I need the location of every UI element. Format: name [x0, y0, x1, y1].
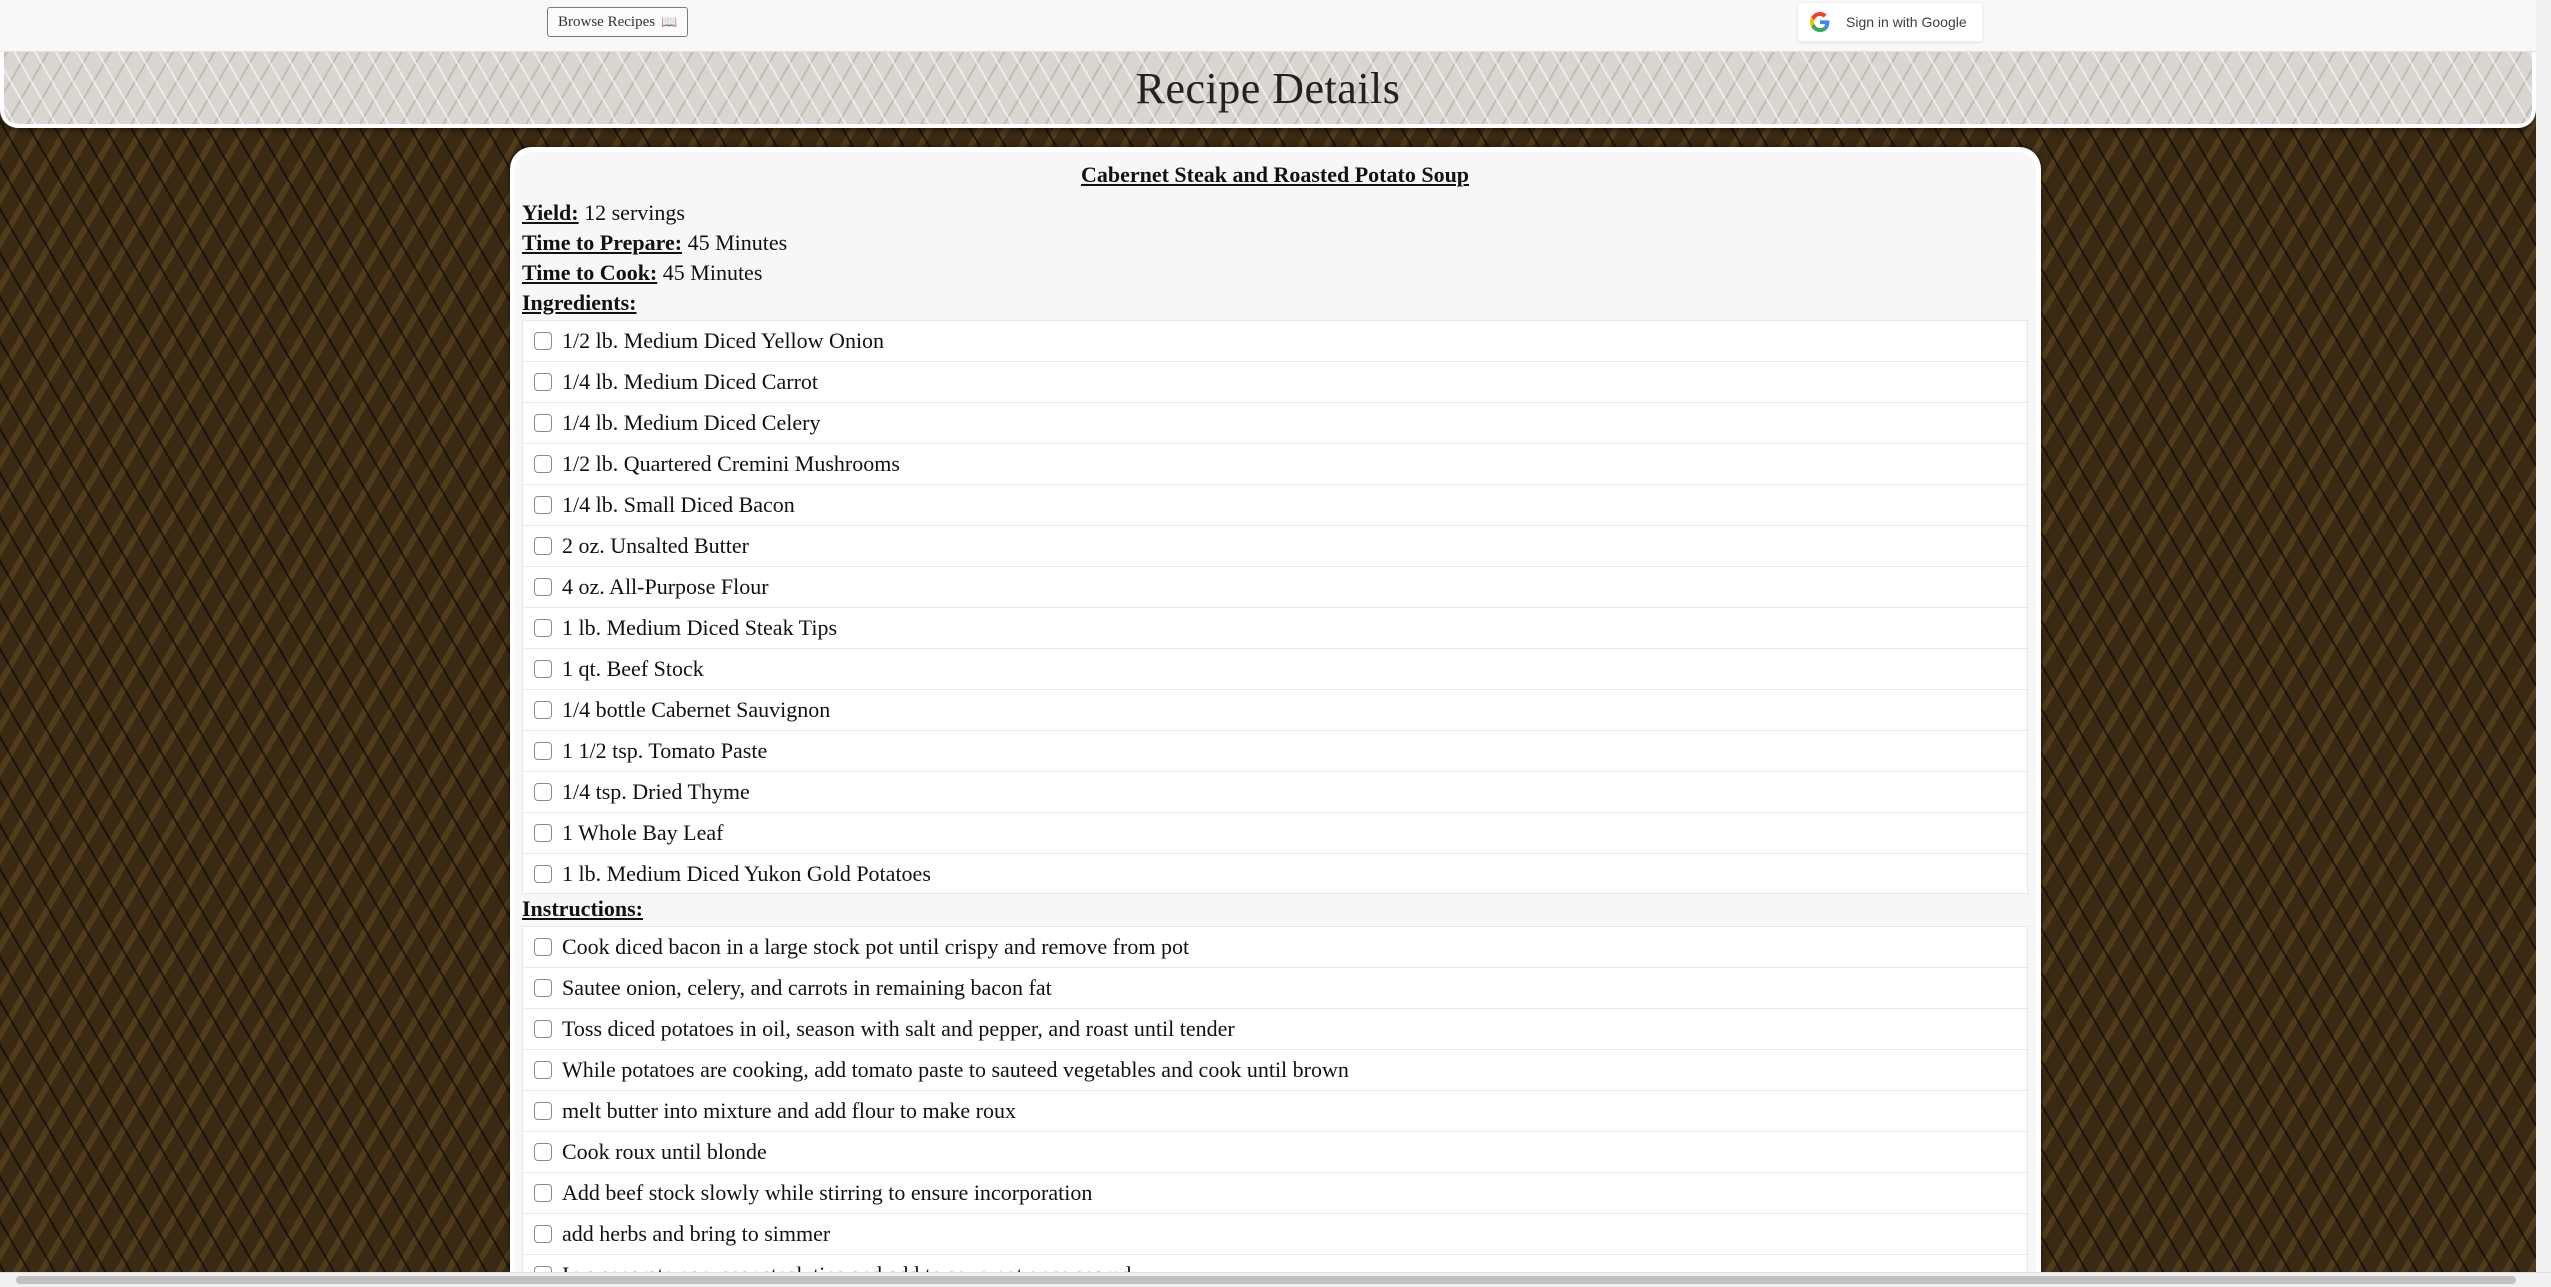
ingredient-item — [522, 484, 2028, 525]
ingredient-item-checkbox[interactable] — [534, 373, 552, 391]
browse-recipes-button[interactable] — [547, 7, 688, 37]
ingredient-item — [522, 771, 2028, 812]
ingredient-item-checkbox[interactable] — [534, 332, 552, 350]
prep-time-value: 45 Minutes — [687, 230, 788, 255]
ingredient-item — [522, 607, 2028, 648]
yield-value: 12 servings — [584, 200, 685, 225]
instruction-item-text: Add beef stock slowly while stirring to ensure incorporation — [562, 1180, 1093, 1205]
ingredients-heading: Ingredients: — [522, 290, 637, 315]
ingredient-item — [522, 320, 2028, 361]
ingredient-item-checkbox[interactable] — [534, 414, 552, 432]
ingredient-item-text: 1/4 tsp. Dried Thyme — [562, 779, 750, 804]
prep-time-line — [522, 228, 2028, 258]
ingredient-item-text: 1/4 bottle Cabernet Sauvignon — [562, 697, 831, 722]
instruction-item-checkbox[interactable] — [534, 1102, 552, 1120]
instructions-heading: Instructions: — [522, 896, 644, 921]
ingredient-item — [522, 525, 2028, 566]
vertical-scrollbar[interactable] — [2536, 0, 2551, 1272]
prep-time-label: Time to Prepare: — [522, 230, 683, 255]
instruction-item-text: While potatoes are cooking, add tomato paste to sauteed vegetables and cook until brown — [562, 1057, 1349, 1082]
ingredient-item-checkbox[interactable] — [534, 660, 552, 678]
ingredient-item-text: 1/4 lb. Small Diced Bacon — [562, 492, 795, 517]
yield-line — [522, 198, 2028, 228]
instruction-item-checkbox[interactable] — [534, 1143, 552, 1161]
header-banner — [0, 52, 2536, 128]
ingredient-item-text: 1 Whole Bay Leaf — [562, 820, 724, 845]
ingredient-item — [522, 853, 2028, 894]
ingredient-item-checkbox[interactable] — [534, 701, 552, 719]
horizontal-scrollbar[interactable] — [0, 1272, 2551, 1287]
instruction-item — [522, 1213, 2028, 1254]
instruction-item-text: Cook roux until blonde — [562, 1139, 767, 1164]
instruction-item-text: Cook diced bacon in a large stock pot until crispy and remove from pot — [562, 934, 1190, 959]
ingredient-item-checkbox[interactable] — [534, 824, 552, 842]
ingredient-item-checkbox[interactable] — [534, 865, 552, 883]
ingredient-item-text: 1 qt. Beef Stock — [562, 656, 704, 681]
ingredient-item — [522, 812, 2028, 853]
instruction-item-checkbox[interactable] — [534, 938, 552, 956]
google-sign-in-label: Sign in with Google — [1846, 14, 1967, 30]
instruction-item-text: Toss diced potatoes in oil, season with salt and pepper, and roast until tender — [562, 1016, 1235, 1041]
ingredient-item-text: 1 lb. Medium Diced Steak Tips — [562, 615, 838, 640]
google-sign-in-button[interactable] — [1797, 2, 1983, 42]
yield-label: Yield: — [522, 200, 579, 225]
browse-recipes-label: Browse Recipes — [558, 13, 656, 30]
instruction-item-text: Sautee onion, celery, and carrots in remaining bacon fat — [562, 975, 1052, 1000]
instruction-item — [522, 1131, 2028, 1172]
ingredient-item-checkbox[interactable] — [534, 496, 552, 514]
top-navigation-bar — [0, 0, 2536, 52]
instruction-item — [522, 926, 2028, 967]
instruction-item — [522, 1090, 2028, 1131]
instruction-item-text: melt butter into mixture and add flour to make roux — [562, 1098, 1016, 1123]
ingredient-item — [522, 361, 2028, 402]
ingredient-item-text: 1/4 lb. Medium Diced Carrot — [562, 369, 819, 394]
cook-time-label: Time to Cook: — [522, 260, 658, 285]
page-title: Recipe Details — [1135, 63, 1401, 113]
instruction-item — [522, 1049, 2028, 1090]
ingredient-item-checkbox[interactable] — [534, 537, 552, 555]
cook-time-line — [522, 258, 2028, 288]
book-icon: 📖 — [661, 14, 678, 29]
cook-time-value: 45 Minutes — [662, 260, 763, 285]
ingredient-item — [522, 566, 2028, 607]
ingredient-item — [522, 648, 2028, 689]
ingredient-item-text: 1/4 lb. Medium Diced Celery — [562, 410, 821, 435]
horizontal-scrollbar-thumb[interactable] — [16, 1276, 2516, 1284]
ingredient-item-text: 1/2 lb. Quartered Cremini Mushrooms — [562, 451, 900, 476]
instruction-item — [522, 1008, 2028, 1049]
ingredient-item-text: 4 oz. All-Purpose Flour — [562, 574, 769, 599]
ingredient-item — [522, 402, 2028, 443]
instruction-item-checkbox[interactable] — [534, 1225, 552, 1243]
ingredients-list — [522, 320, 2028, 894]
ingredient-item-checkbox[interactable] — [534, 619, 552, 637]
ingredient-item-text: 1 1/2 tsp. Tomato Paste — [562, 738, 768, 763]
ingredient-item — [522, 730, 2028, 771]
ingredient-item — [522, 443, 2028, 484]
recipe-card — [510, 147, 2041, 1287]
instruction-item-checkbox[interactable] — [534, 979, 552, 997]
ingredient-item-checkbox[interactable] — [534, 783, 552, 801]
ingredient-item-text: 2 oz. Unsalted Butter — [562, 533, 749, 558]
ingredient-item-checkbox[interactable] — [534, 742, 552, 760]
ingredient-item-checkbox[interactable] — [534, 455, 552, 473]
ingredient-item-text: 1 lb. Medium Diced Yukon Gold Potatoes — [562, 860, 931, 886]
ingredient-item-checkbox[interactable] — [534, 578, 552, 596]
instruction-item-text: add herbs and bring to simmer — [562, 1221, 831, 1246]
instructions-list — [522, 926, 2028, 1287]
instruction-item — [522, 1172, 2028, 1213]
instruction-item-checkbox[interactable] — [534, 1061, 552, 1079]
google-logo-icon — [1810, 12, 1830, 32]
ingredient-item-text: 1/2 lb. Medium Diced Yellow Onion — [562, 328, 885, 353]
recipe-title: Cabernet Steak and Roasted Potato Soup — [1080, 162, 1470, 187]
instruction-item-checkbox[interactable] — [534, 1184, 552, 1202]
instruction-item-checkbox[interactable] — [534, 1020, 552, 1038]
instruction-item — [522, 967, 2028, 1008]
ingredient-item — [522, 689, 2028, 730]
